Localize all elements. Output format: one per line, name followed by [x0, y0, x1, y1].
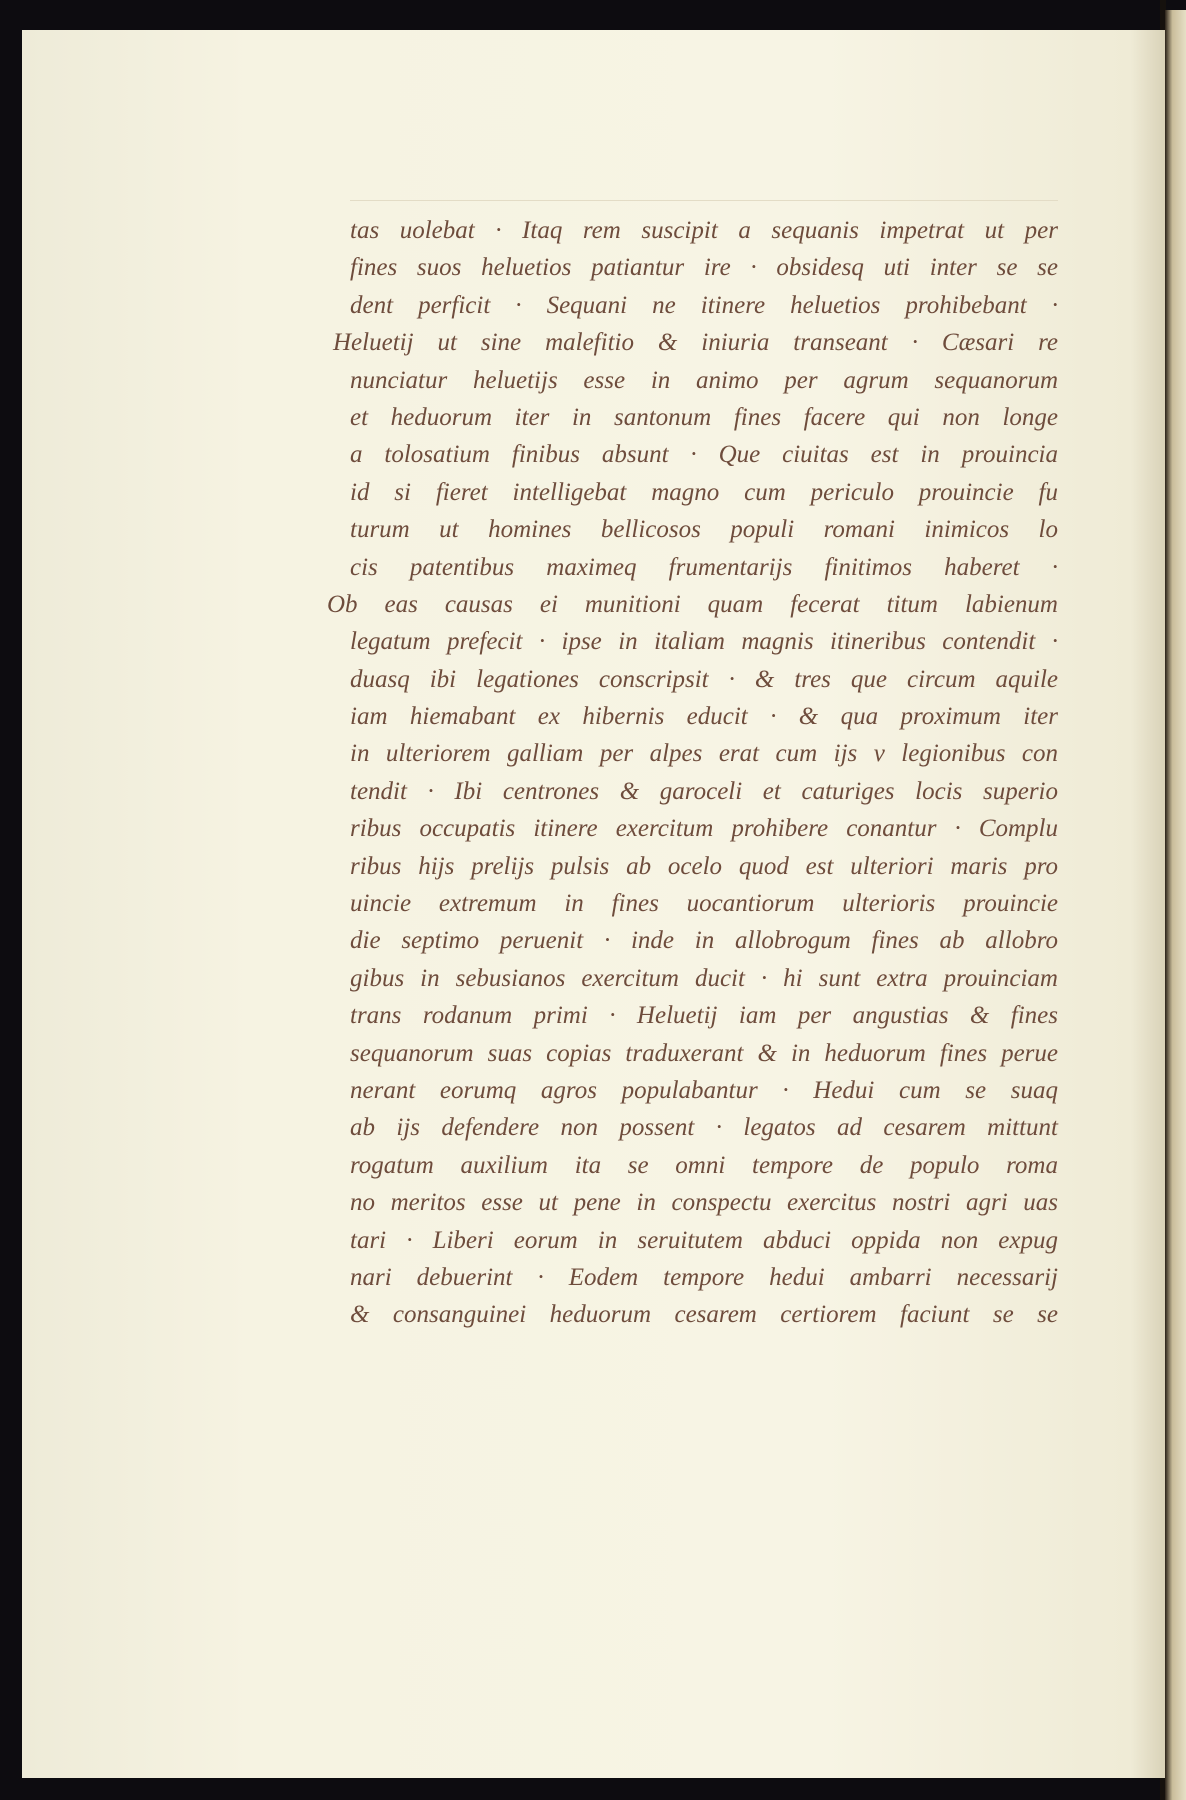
- text-line: et heduorum iter in santonum fines facere qui non longe: [350, 403, 1058, 431]
- text-line: tas uolebat · Itaq rem suscipit a sequanis impetrat ut per: [350, 217, 1058, 244]
- text-line: Heluetij ut sine malefitio & iniuria transeant · Cæsari re: [333, 329, 1058, 357]
- text-line: duasq ibi legationes conscripsit · & tres que circum aquile: [350, 665, 1058, 693]
- text-line: fines suos heluetios patiantur ire · obsidesq uti inter se se: [350, 254, 1058, 282]
- text-line: iam hiemabant ex hibernis educit · & qua proximum iter: [350, 703, 1058, 731]
- text-line: sequanorum suas copias traduxerant & in heduorum fines perue: [350, 1039, 1058, 1067]
- text-line: turum ut homines bellicosos populi romani inimicos lo: [350, 516, 1058, 544]
- text-line: Ob eas causas ei munitioni quam fecerat titum labienum: [327, 590, 1058, 618]
- text-line: nari debuerint · Eodem tempore hedui ambarri necessarij: [350, 1263, 1058, 1291]
- text-line: die septimo peruenit · inde in allobrogum fines ab allobro: [350, 927, 1058, 955]
- text-line: nunciatur heluetijs esse in animo per agrum sequanorum: [350, 366, 1058, 394]
- text-line: in ulteriorem galliam per alpes erat cum ijs v legionibus con: [350, 740, 1058, 768]
- text-line: no meritos esse ut pene in conspectu exercitus nostri agri uas: [350, 1189, 1058, 1217]
- text-line: ab ijs defendere non possent · legatos ad cesarem mittunt: [350, 1114, 1058, 1142]
- text-line: tendit · Ibi centrones & garoceli et caturiges locis superio: [350, 777, 1058, 805]
- text-line: trans rodanum primi · Heluetij iam per angustias & fines: [350, 1002, 1058, 1030]
- ruling-line: [350, 200, 1058, 201]
- text-line: tari · Liberi eorum in seruitutem abduci oppida non expug: [350, 1226, 1058, 1254]
- text-line: cis patentibus maximeq frumentarijs finitimos haberet ·: [350, 553, 1058, 581]
- text-line: ribus occupatis itinere exercitum prohibere conantur · Complu: [350, 815, 1058, 843]
- text-line: & consanguinei heduorum cesarem certiorem faciunt se se: [350, 1301, 1058, 1329]
- text-line: ribus hijs prelijs pulsis ab ocelo quod est ulteriori maris pro: [350, 852, 1058, 880]
- text-line: uincie extremum in fines uocantiorum ulterioris prouincie: [350, 890, 1058, 918]
- text-line: dent perficit · Sequani ne itinere heluetios prohibebant ·: [350, 291, 1058, 319]
- text-line: id si fieret intelligebat magno cum periculo prouincie fu: [350, 478, 1058, 506]
- text-line: legatum prefecit · ipse in italiam magnis itineribus contendit ·: [350, 628, 1058, 656]
- text-line: nerant eorumq agros populabantur · Hedui cum se suaq: [350, 1076, 1058, 1104]
- text-line: gibus in sebusianos exercitum ducit · hi sunt extra prouinciam: [350, 964, 1058, 992]
- text-line: a tolosatium finibus absunt · Que ciuitas est in prouincia: [350, 441, 1058, 469]
- manuscript-text-block: [327, 212, 1058, 1334]
- text-line: rogatum auxilium ita se omni tempore de populo roma: [350, 1151, 1058, 1179]
- next-page-edge: [1165, 10, 1186, 1800]
